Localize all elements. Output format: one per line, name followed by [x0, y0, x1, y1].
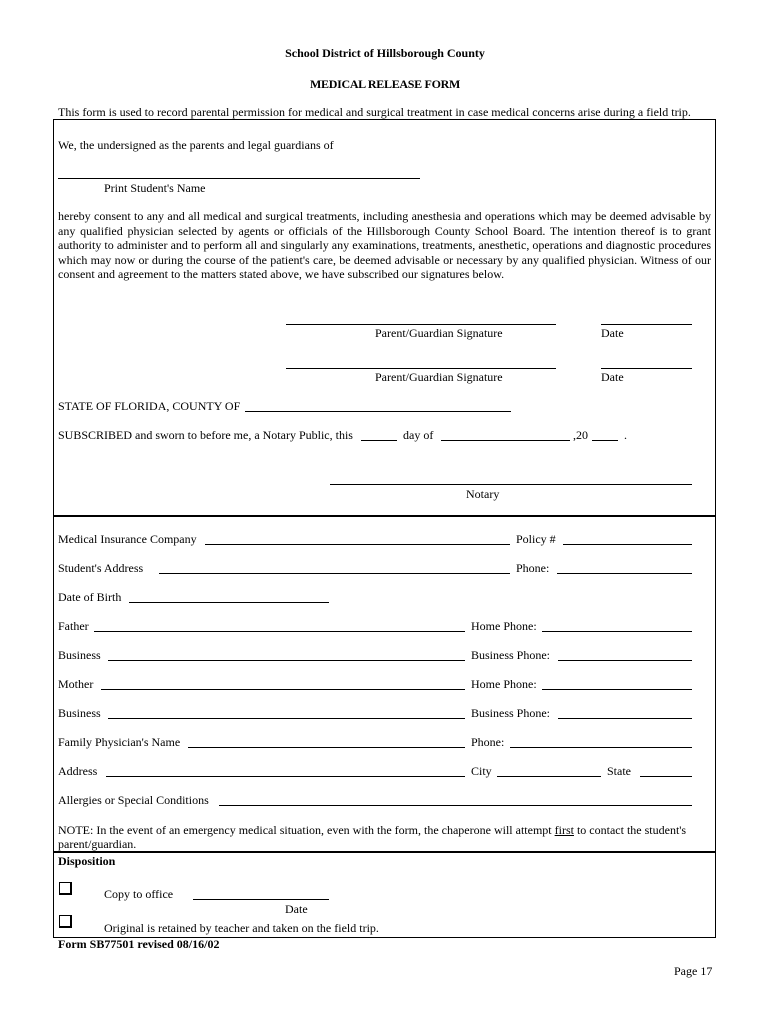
sworn-year-prefix: ,20: [573, 428, 588, 442]
state-county-label: STATE OF FLORIDA, COUNTY OF: [58, 399, 241, 413]
student-phone-input[interactable]: [557, 561, 692, 574]
district-name: School District of Hillsborough County: [285, 46, 485, 60]
mother-business-phone-label: Business Phone:: [471, 706, 551, 720]
mother-business-phone-input[interactable]: [558, 706, 692, 719]
signature-date-1-label: Date: [601, 326, 624, 340]
sworn-year-input[interactable]: [592, 428, 618, 441]
sworn-day-of-label: day of: [403, 428, 434, 442]
mother-home-phone-label: Home Phone:: [471, 677, 537, 691]
father-input[interactable]: [94, 619, 465, 632]
notary-label: Notary: [466, 487, 500, 501]
copy-to-office-label: Copy to office: [104, 887, 174, 901]
insurance-label: Medical Insurance Company: [58, 532, 197, 546]
state-label: State: [607, 764, 631, 778]
physician-phone-input[interactable]: [510, 735, 692, 748]
guardian-signature-1-label: Parent/Guardian Signature: [375, 326, 503, 340]
sworn-end: .: [624, 428, 627, 442]
father-business-label: Business: [58, 648, 101, 662]
signature-date-2[interactable]: [601, 356, 692, 369]
mother-input[interactable]: [101, 677, 465, 690]
sworn-day-input[interactable]: [361, 428, 397, 441]
guardian-signature-2-label: Parent/Guardian Signature: [375, 370, 503, 384]
father-label: Father: [58, 619, 89, 633]
physician-phone-label: Phone:: [471, 735, 505, 749]
signature-date-1[interactable]: [601, 312, 692, 325]
physician-input[interactable]: [188, 735, 465, 748]
emergency-note-post: to contact the student's parent/guardian.: [58, 823, 687, 851]
signature-date-2-label: Date: [601, 370, 624, 384]
student-address-input[interactable]: [159, 561, 510, 574]
county-input[interactable]: [245, 399, 511, 412]
physician-label: Family Physician's Name: [58, 735, 181, 749]
copy-date-label: Date: [285, 902, 308, 916]
father-business-input[interactable]: [108, 648, 465, 661]
policy-label: Policy #: [516, 532, 556, 546]
state-input[interactable]: [640, 764, 692, 777]
mother-home-phone-input[interactable]: [542, 677, 692, 690]
dob-input[interactable]: [129, 590, 329, 603]
allergies-label: Allergies or Special Conditions: [58, 793, 209, 807]
form-title: MEDICAL RELEASE FORM: [309, 77, 461, 91]
father-business-phone-input[interactable]: [558, 648, 692, 661]
emergency-note-emphasis: first: [554, 823, 574, 837]
guardian-signature-1[interactable]: [286, 312, 556, 325]
original-retained-checkbox[interactable]: [59, 915, 72, 928]
student-name-input[interactable]: [58, 166, 420, 179]
page-number: Page 17: [674, 964, 713, 978]
father-home-phone-label: Home Phone:: [471, 619, 537, 633]
city-input[interactable]: [497, 764, 601, 777]
disposition-title: Disposition: [58, 854, 116, 868]
mother-business-input[interactable]: [108, 706, 465, 719]
emergency-note: [58, 823, 698, 851]
emergency-note-pre: NOTE: In the event of an emergency medical situation, even with the form, the chaperone will attempt: [58, 823, 552, 837]
consent-body: hereby consent to any and all medical and surgical treatments, including anesthesia and operations which may be deemed advisable by any qualified physician selected by agents or officials of the Hillsborough County School Board. The intention thereof is to grant authority to administer and to perform all and singularly any examinations, treatments, anesthetic, operations and diagnostic procedures which may now or during the course of the patient's care, be deemed advisable or necessary by any qualified physician. Witness of our consent and agreement to the matters stated above, we have subscribed our signatures below.: [58, 209, 711, 282]
policy-input[interactable]: [563, 532, 692, 545]
address-label: Address: [58, 764, 98, 778]
copy-to-office-checkbox[interactable]: [59, 882, 72, 895]
mother-business-label: Business: [58, 706, 101, 720]
notary-signature[interactable]: [330, 472, 692, 485]
form-id: Form SB77501 revised 08/16/02: [58, 937, 220, 951]
address-input[interactable]: [106, 764, 465, 777]
student-address-label: Student's Address: [58, 561, 144, 575]
father-home-phone-input[interactable]: [542, 619, 692, 632]
allergies-input[interactable]: [219, 793, 692, 806]
sworn-month-input[interactable]: [441, 428, 570, 441]
father-business-phone-label: Business Phone:: [471, 648, 551, 662]
original-retained-label: Original is retained by teacher and taken on the field trip.: [104, 921, 379, 935]
sworn-prefix: SUBSCRIBED and sworn to before me, a Notary Public, this: [58, 428, 353, 442]
consent-intro: We, the undersigned as the parents and legal guardians of: [58, 138, 334, 152]
dob-label: Date of Birth: [58, 590, 122, 604]
mother-label: Mother: [58, 677, 94, 691]
insurance-input[interactable]: [205, 532, 510, 545]
student-phone-label: Phone:: [516, 561, 550, 575]
city-label: City: [471, 764, 492, 778]
form-purpose: This form is used to record parental permission for medical and surgical treatment in case medical concerns arise during a field trip.: [58, 105, 691, 119]
guardian-signature-2[interactable]: [286, 356, 556, 369]
copy-date-input[interactable]: [193, 887, 329, 900]
student-name-label: Print Student's Name: [104, 181, 206, 195]
